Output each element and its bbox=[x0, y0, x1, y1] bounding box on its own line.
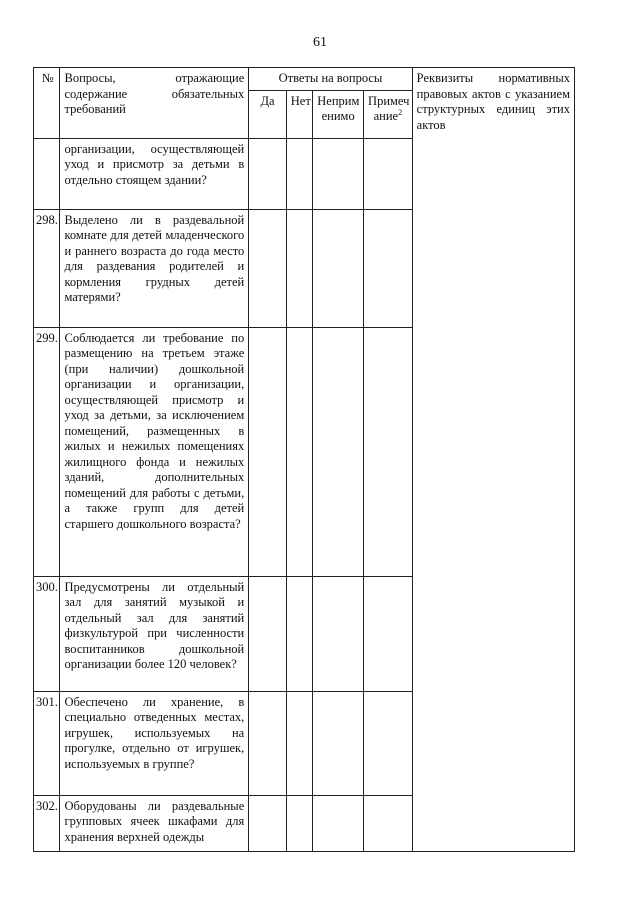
row-number: 299. bbox=[34, 327, 60, 576]
answer-note-cell[interactable] bbox=[364, 795, 413, 851]
header-answer-note-footnote: 2 bbox=[398, 107, 403, 117]
answer-note-cell[interactable] bbox=[364, 209, 413, 327]
row-number bbox=[34, 138, 60, 209]
checklist-table bbox=[33, 67, 575, 852]
answer-no-cell[interactable] bbox=[286, 795, 312, 851]
header-answer-no: Нет bbox=[286, 90, 312, 138]
answer-yes-cell[interactable] bbox=[249, 209, 287, 327]
page-number: 61 bbox=[313, 35, 327, 50]
header-answer-yes: Да bbox=[249, 90, 287, 138]
answer-na-cell[interactable] bbox=[313, 795, 364, 851]
answer-no-cell[interactable] bbox=[286, 576, 312, 691]
row-question: Соблюдается ли требование по размещению на третьем этаже (при наличии) дошкольной организации и организации, осуществляющей присмотр и уход за детьми, за исключением помещений, размещенных в жилых и нежилых помещениях жилищного фонда и нежилых зданий, дополнительных помещений для работы с детьми, а также групп для детей старшего дошкольного возраста? bbox=[60, 327, 249, 576]
answer-no-cell[interactable] bbox=[286, 209, 312, 327]
answer-yes-cell[interactable] bbox=[249, 327, 287, 576]
header-num: № bbox=[34, 68, 60, 139]
answer-no-cell[interactable] bbox=[286, 138, 312, 209]
answer-yes-cell[interactable] bbox=[249, 138, 287, 209]
answer-yes-cell[interactable] bbox=[249, 795, 287, 851]
row-number: 302. bbox=[34, 795, 60, 851]
row-question: Оборудованы ли раздевальные групповых ячеек шкафами для хранения верхней одежды bbox=[60, 795, 249, 851]
answer-no-cell[interactable] bbox=[286, 691, 312, 795]
header-requisites: Реквизиты нормативных правовых актов с указанием структурных единиц этих актов bbox=[412, 68, 574, 852]
answer-na-cell[interactable] bbox=[313, 138, 364, 209]
header-questions: Вопросы, отражающие содержание обязательных требований bbox=[60, 68, 249, 139]
row-number: 298. bbox=[34, 209, 60, 327]
answer-no-cell[interactable] bbox=[286, 327, 312, 576]
answer-yes-cell[interactable] bbox=[249, 576, 287, 691]
row-question: организации, осуществляющей уход и присмотр за детьми в отдельно стоящем здании? bbox=[60, 138, 249, 209]
header-answer-note bbox=[364, 90, 413, 138]
answer-note-cell[interactable] bbox=[364, 576, 413, 691]
answer-note-cell[interactable] bbox=[364, 138, 413, 209]
row-question: Предусмотрены ли отдельный зал для занятий музыкой и отдельный зал для занятий физкультурой при численности воспитанников дошкольной организации более 120 человек? bbox=[60, 576, 249, 691]
row-question: Обеспечено ли хранение, в специально отведенных местах, игрушек, используемых на прогулке, отдельно от игрушек, используемых в группе? bbox=[60, 691, 249, 795]
answer-na-cell[interactable] bbox=[313, 576, 364, 691]
answer-note-cell[interactable] bbox=[364, 691, 413, 795]
answer-note-cell[interactable] bbox=[364, 327, 413, 576]
header-answer-na: Неприм енимо bbox=[313, 90, 364, 138]
row-question: Выделено ли в раздевальной комнате для детей младенческого и раннего возраста до года место для раздевания родителей и кормления грудных детей матерями? bbox=[60, 209, 249, 327]
answer-na-cell[interactable] bbox=[313, 209, 364, 327]
header-answer-note-text: Примеч ание bbox=[368, 93, 410, 123]
header-answers-group: Ответы на вопросы bbox=[249, 68, 412, 91]
answer-yes-cell[interactable] bbox=[249, 691, 287, 795]
answer-na-cell[interactable] bbox=[313, 691, 364, 795]
row-number: 301. bbox=[34, 691, 60, 795]
row-number: 300. bbox=[34, 576, 60, 691]
answer-na-cell[interactable] bbox=[313, 327, 364, 576]
